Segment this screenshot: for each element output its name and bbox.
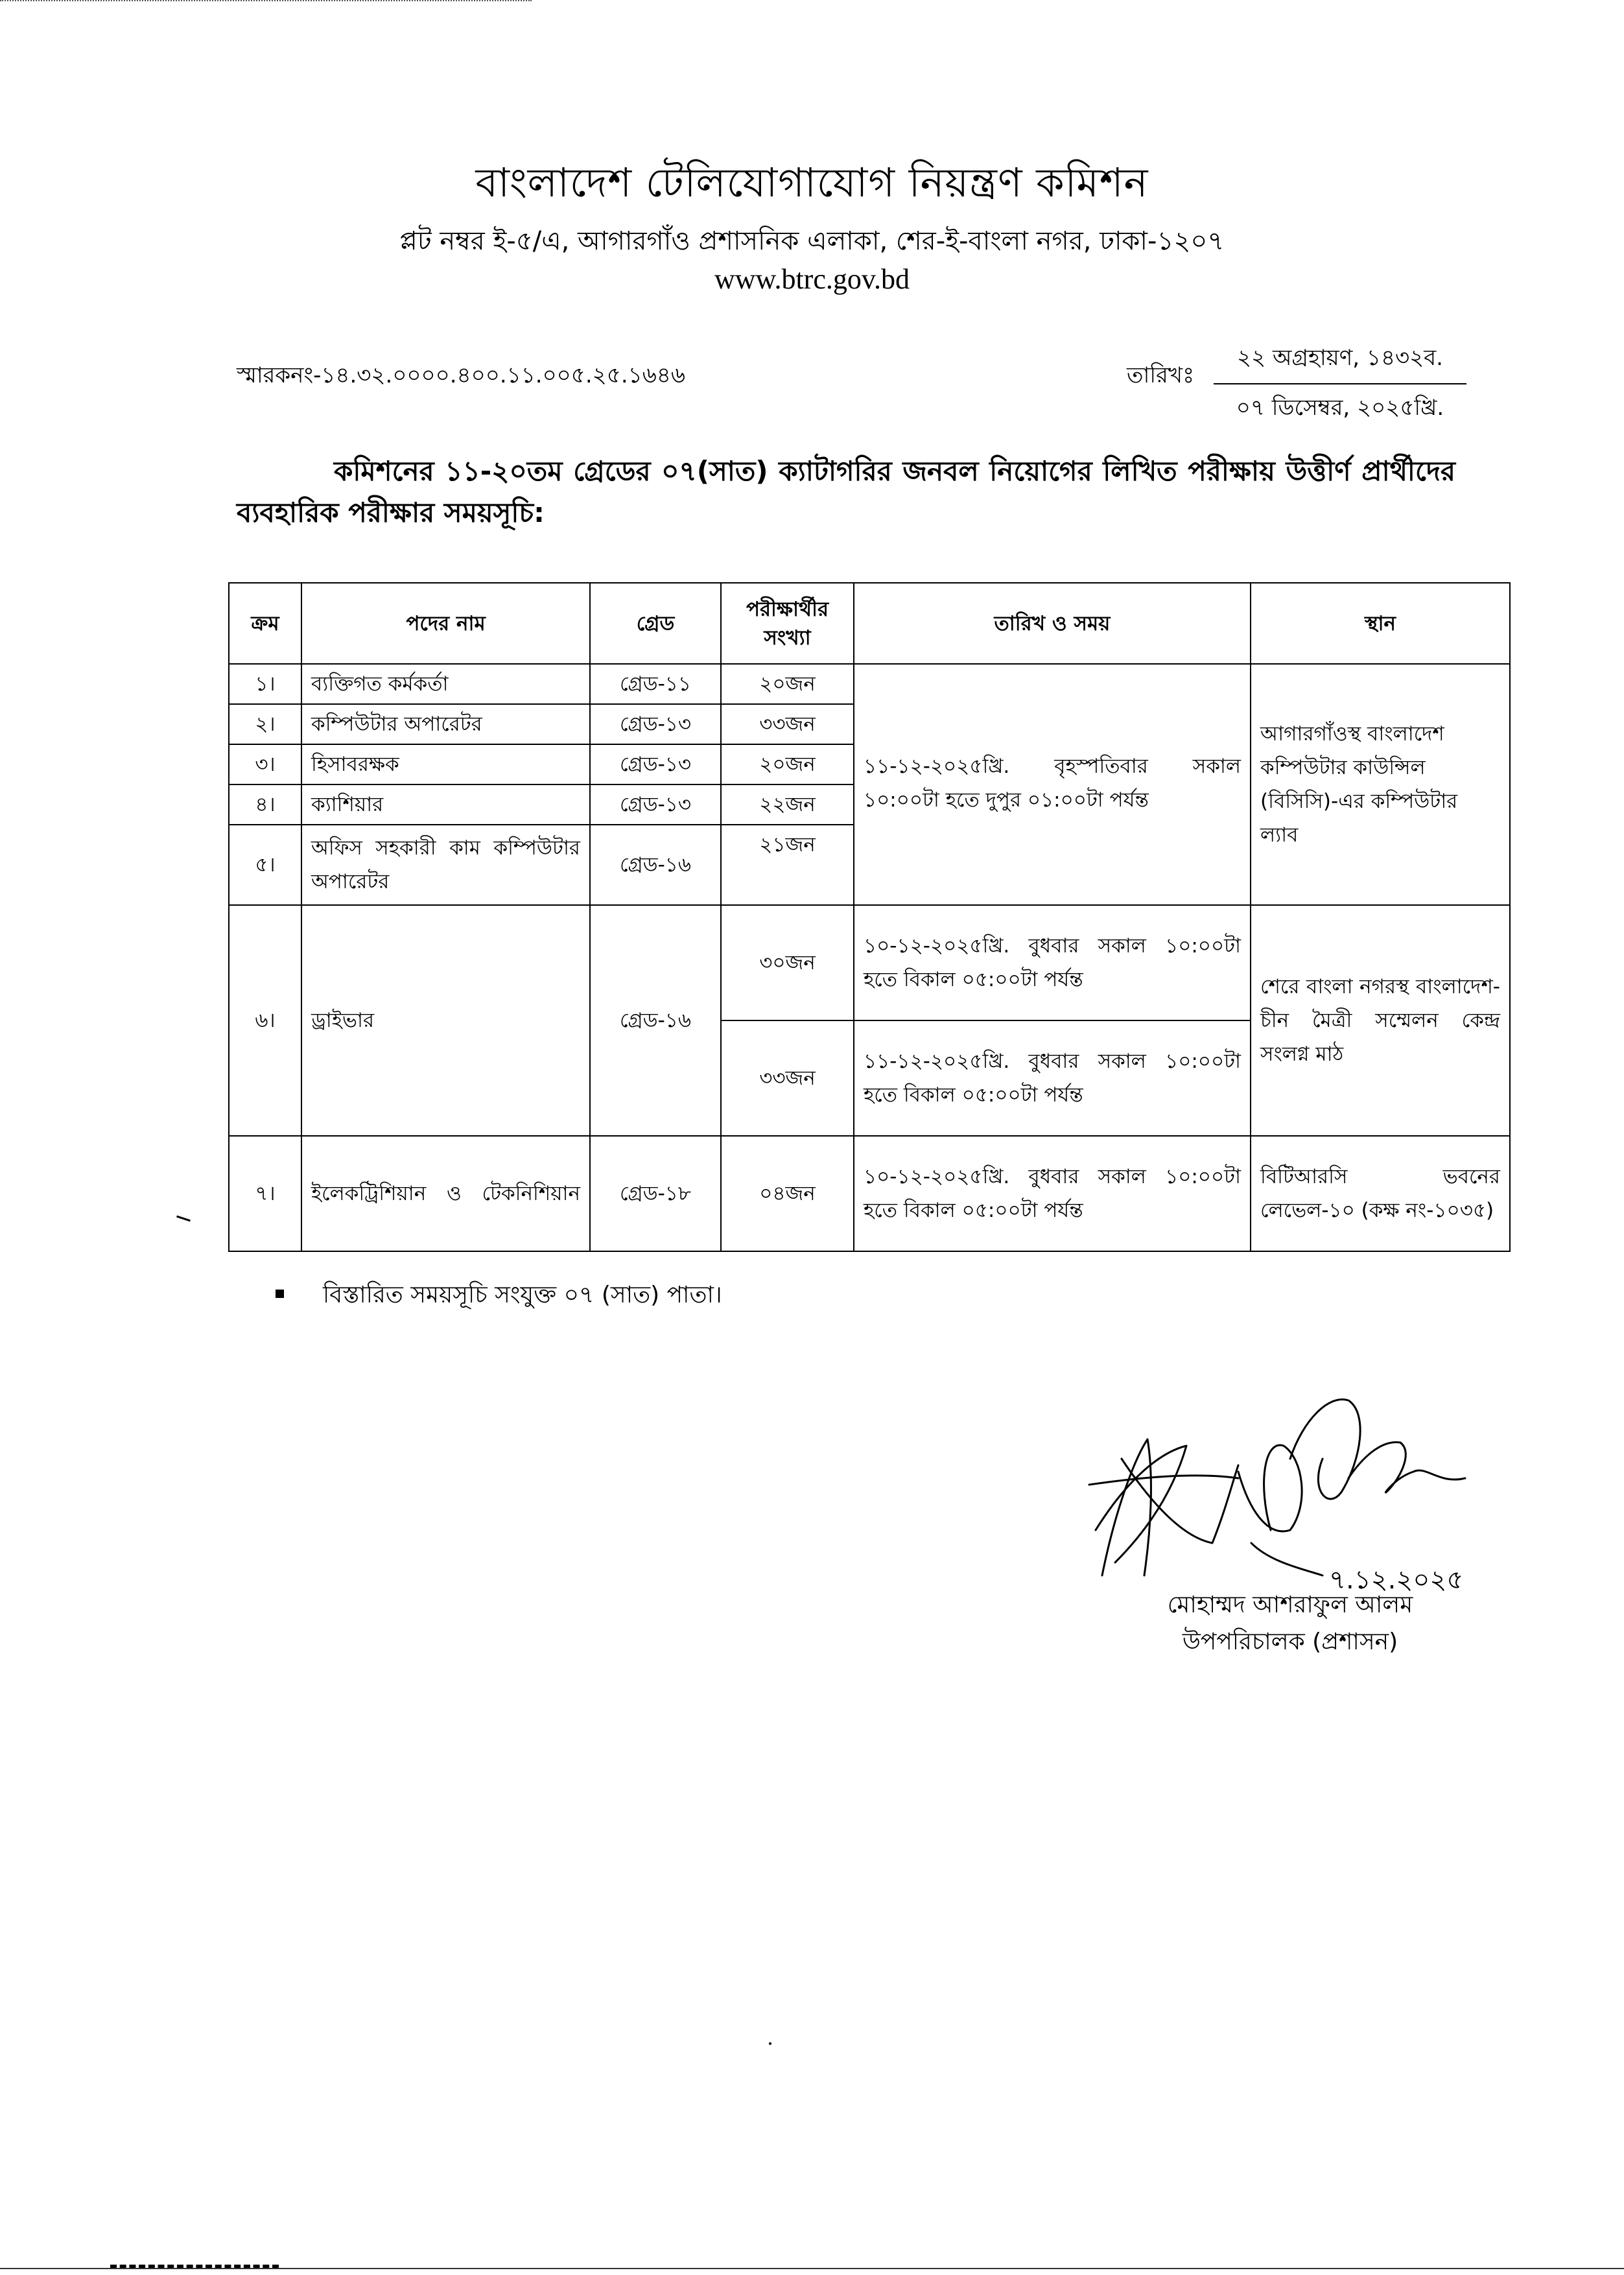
cell-serial: ৫। <box>229 825 301 905</box>
subject-line <box>237 451 1455 534</box>
cell-venue: বিটিআরসি ভবনের লেভেল-১০ (কক্ষ নং-১০৩৫) <box>1251 1136 1510 1251</box>
header-count: পরীক্ষার্থীর সংখ্যা <box>721 583 854 664</box>
bullet-icon <box>276 1290 284 1298</box>
cell-venue-group1: আগারগাঁওস্থ বাংলাদেশ কম্পিউটার কাউন্সিল (বিসিসি)-এর কম্পিউটার ল্যাব <box>1251 664 1510 905</box>
cell-grade: গ্রেড-১৬ <box>590 825 721 905</box>
cell-count: ২০জন <box>721 664 854 704</box>
cell-grade: গ্রেড-১১ <box>590 664 721 704</box>
cell-serial: ৭। <box>229 1136 301 1251</box>
scan-artifact-bottom-dash <box>110 2265 279 2272</box>
org-name: বাংলাদেশ টেলিযোগাযোগ নিয়ন্ত্রণ কমিশন <box>475 159 1149 206</box>
header-grade: গ্রেড <box>590 583 721 664</box>
signatory-title: উপপরিচালক (প্রশাসন) <box>1182 1629 1398 1655</box>
cell-count: ২১জন <box>721 825 854 905</box>
cell-venue-group2: শেরে বাংলা নগরস্থ বাংলাদেশ-চীন মৈত্রী সম্মেলন কেন্দ্র সংলগ্ন মাঠ <box>1251 905 1510 1136</box>
scan-dot <box>769 2042 771 2045</box>
header-venue: স্থান <box>1251 583 1510 664</box>
cell-count: ৩৩জন <box>721 1020 854 1136</box>
cell-post: ক্যাশিয়ার <box>301 784 590 825</box>
note-item <box>276 1277 722 1316</box>
cell-post: ড্রাইভার <box>301 905 590 1136</box>
subject-text: কমিশনের ১১-২০তম গ্রেডের ০৭(সাত) ক্যাটাগরির জনবল নিয়োগের লিখিত পরীক্ষায় উত্তীর্ণ প্রার্থীদের ব্যবহারিক পরীক্ষার সময়সূচি: <box>237 455 1455 528</box>
table-row <box>229 664 1510 704</box>
cell-datetime: ১১-১২-২০২৫খ্রি. বুধবার সকাল ১০:০০টা হতে বিকাল ০৫:০০টা পর্যন্ত <box>854 1020 1251 1136</box>
cell-count: ৩০জন <box>721 905 854 1020</box>
note-text: বিস্তারিত সময়সূচি সংযুক্ত ০৭ (সাত) পাতা। <box>323 1282 722 1308</box>
cell-serial: ৩। <box>229 744 301 784</box>
cell-grade: গ্রেড-১৮ <box>590 1136 721 1251</box>
org-address: প্লট নম্বর ই-৫/এ, আগারগাঁও প্রশাসনিক এলাকা, শের-ই-বাংলা নগর, ঢাকা-১২০৭ <box>399 226 1225 256</box>
cell-count: ২২জন <box>721 784 854 825</box>
cell-serial: ১। <box>229 664 301 704</box>
cell-post: কম্পিউটার অপারেটর <box>301 704 590 744</box>
header-post: পদের নাম <box>301 583 590 664</box>
cell-post: হিসাবরক্ষক <box>301 744 590 784</box>
header-serial: ক্রম <box>229 583 301 664</box>
cell-grade: গ্রেড-১৩ <box>590 744 721 784</box>
signatory-name: মোহাম্মদ আশরাফুল আলম <box>1167 1592 1413 1618</box>
cell-serial: ৪। <box>229 784 301 825</box>
cell-post: অফিস সহকারী কাম কম্পিউটার অপারেটর <box>301 825 590 905</box>
cell-datetime: ১০-১২-২০২৫খ্রি. বুধবার সকাল ১০:০০টা হতে বিকাল ০৫:০০টা পর্যন্ত <box>854 1136 1251 1251</box>
table-row <box>229 905 1510 1020</box>
cell-post: ইলেকট্রিশিয়ান ও টেকনিশিয়ান <box>301 1136 590 1251</box>
table-header-row <box>229 583 1510 664</box>
cell-count: ৩৩জন <box>721 704 854 744</box>
cell-grade: গ্রেড-১৩ <box>590 784 721 825</box>
schedule-table <box>228 582 1511 1252</box>
signature-image <box>1076 1381 1491 1601</box>
date-bangla: ২২ অগ্রহায়ণ, ১৪৩২ব. <box>1214 341 1466 384</box>
table-row <box>229 1136 1510 1251</box>
cell-serial: ২। <box>229 704 301 744</box>
cell-datetime-group1: ১১-১২-২০২৫খ্রি. বৃহস্পতিবার সকাল ১০:০০টা হতে দুপুর ০১:০০টা পর্যন্ত <box>854 664 1251 905</box>
cell-grade: গ্রেড-১৩ <box>590 704 721 744</box>
cell-datetime: ১০-১২-২০২৫খ্রি. বুধবার সকাল ১০:০০টা হতে বিকাল ০৫:০০টা পর্যন্ত <box>854 905 1251 1020</box>
date-english: ০৭ ডিসেম্বর, ২০২৫খ্রি. <box>1236 395 1444 421</box>
cell-count: ২০জন <box>721 744 854 784</box>
date-label: তারিখঃ <box>1127 362 1195 388</box>
signature-handwritten-date: ৭.১২.২০২৫ <box>1329 1565 1464 1595</box>
scan-artifact-top <box>0 0 532 5</box>
date-block <box>1214 341 1466 428</box>
scan-mark <box>176 1216 191 1222</box>
org-website: www.btrc.gov.bd <box>714 263 910 295</box>
memo-number: স্মারকনং-১৪.৩২.০০০০.৪০০.১১.০০৫.২৫.১৬৪৬ <box>237 362 685 388</box>
cell-grade: গ্রেড-১৬ <box>590 905 721 1136</box>
header-datetime: তারিখ ও সময় <box>854 583 1251 664</box>
cell-count: ০৪জন <box>721 1136 854 1251</box>
cell-serial: ৬। <box>229 905 301 1136</box>
cell-post: ব্যক্তিগত কর্মকর্তা <box>301 664 590 704</box>
